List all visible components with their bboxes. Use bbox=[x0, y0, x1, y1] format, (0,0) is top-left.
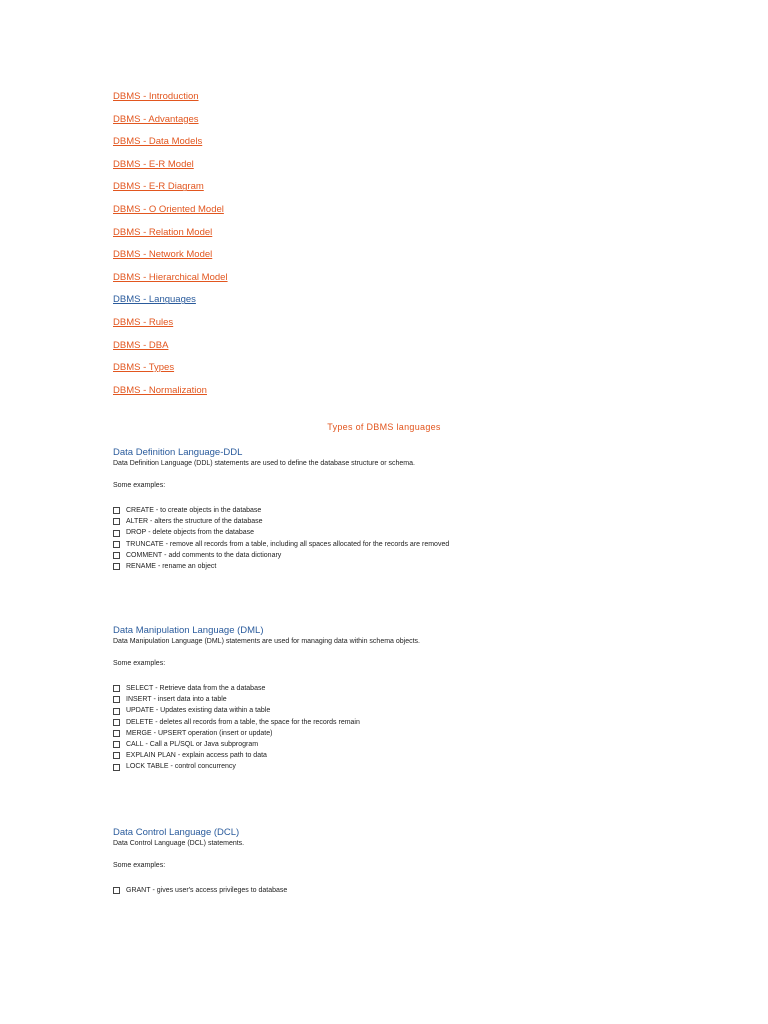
keyword: RENAME bbox=[126, 563, 156, 571]
nav-link-advantages[interactable]: DBMS - Advantages bbox=[113, 113, 199, 125]
nav-item bbox=[113, 158, 228, 181]
keyword: CREATE bbox=[126, 507, 154, 514]
checkbox-icon bbox=[113, 563, 120, 570]
nav-item bbox=[113, 226, 228, 249]
checkbox-icon bbox=[113, 887, 120, 894]
section-heading: Data Control Language (DCL) bbox=[113, 827, 240, 838]
checkbox-icon bbox=[113, 752, 120, 759]
checkbox-icon bbox=[113, 552, 120, 559]
nav-link-hierarchical-model[interactable]: DBMS - Hierarchical Model bbox=[113, 271, 228, 283]
nav-link-network-model[interactable]: DBMS - Network Model bbox=[113, 249, 213, 261]
nav-link-rules[interactable]: DBMS - Rules bbox=[113, 316, 174, 328]
section-dcl bbox=[113, 826, 713, 896]
list-item bbox=[113, 505, 713, 516]
item-text: - insert data into a table bbox=[153, 696, 227, 704]
keyword: COMMENT bbox=[126, 551, 163, 559]
example-list bbox=[113, 683, 713, 773]
item-text: - alters the structure of the database bbox=[150, 518, 263, 526]
item-text: - explain access path to data bbox=[177, 752, 267, 760]
nav-item bbox=[113, 316, 228, 339]
checkbox-icon bbox=[113, 764, 120, 771]
nav-item bbox=[113, 384, 228, 407]
keyword: ALTER bbox=[126, 518, 149, 526]
item-text: - remove all records from a table, including all spaces allocated for the records are removed bbox=[165, 540, 450, 548]
checkbox-icon bbox=[113, 708, 120, 715]
checkbox-icon bbox=[113, 518, 120, 525]
nav-link-relation-model[interactable]: DBMS - Relation Model bbox=[113, 226, 213, 238]
list-item bbox=[113, 739, 713, 750]
list-item bbox=[113, 717, 713, 728]
keyword: UPDATE bbox=[126, 707, 154, 715]
checkbox-icon bbox=[113, 541, 120, 548]
keyword: DROP bbox=[126, 529, 147, 537]
item-text: - gives user's access privileges to database bbox=[152, 887, 288, 894]
nav-item bbox=[113, 293, 228, 316]
examples-label: Some examples: bbox=[113, 482, 166, 489]
checkbox-icon bbox=[113, 719, 120, 726]
section-dml bbox=[113, 624, 713, 773]
nav-link-introduction[interactable]: DBMS - Introduction bbox=[113, 91, 199, 102]
list-item bbox=[113, 683, 713, 694]
section-ddl bbox=[113, 446, 713, 572]
list-item bbox=[113, 516, 713, 527]
nav-link-data-models[interactable]: DBMS - Data Models bbox=[113, 136, 203, 148]
item-text: - add comments to the data dictionary bbox=[164, 551, 282, 559]
nav-item bbox=[113, 339, 228, 362]
nav-item bbox=[113, 113, 228, 136]
item-text: - delete objects from the database bbox=[148, 529, 255, 537]
item-text: - control concurrency bbox=[170, 763, 236, 771]
nav-item bbox=[113, 203, 228, 226]
list-item bbox=[113, 527, 713, 538]
checkbox-icon bbox=[113, 696, 120, 703]
keyword: EXPLAIN PLAN bbox=[126, 752, 176, 760]
section-heading: Data Definition Language-DDL bbox=[113, 447, 243, 458]
list-item bbox=[113, 885, 713, 896]
keyword: LOCK TABLE bbox=[126, 763, 169, 771]
list-item bbox=[113, 539, 713, 550]
keyword: MERGE bbox=[126, 729, 152, 737]
nav-item bbox=[113, 90, 228, 113]
page-title: Types of DBMS languages bbox=[327, 422, 441, 432]
checkbox-icon bbox=[113, 685, 120, 692]
nav-item bbox=[113, 135, 228, 158]
examples-label: Some examples: bbox=[113, 660, 166, 667]
examples-label: Some examples: bbox=[113, 862, 166, 869]
topic-nav bbox=[113, 90, 228, 406]
item-text: - Updates existing data within a table bbox=[155, 707, 271, 715]
list-item bbox=[113, 750, 713, 761]
item-text: - Call a PL/SQL or Java subprogram bbox=[145, 741, 259, 749]
list-item bbox=[113, 694, 713, 705]
section-heading: Data Manipulation Language (DML) bbox=[113, 625, 264, 636]
example-list bbox=[113, 885, 713, 896]
item-text: - deletes all records from a table, the space for the records remain bbox=[155, 718, 360, 726]
nav-item bbox=[113, 248, 228, 271]
page-title-wrapper bbox=[0, 422, 768, 432]
item-text: - to create objects in the database bbox=[155, 507, 262, 514]
nav-item bbox=[113, 180, 228, 203]
keyword: DELETE bbox=[126, 718, 154, 726]
checkbox-icon bbox=[113, 530, 120, 537]
nav-link-er-diagram[interactable]: DBMS - E-R Diagram bbox=[113, 181, 204, 193]
checkbox-icon bbox=[113, 741, 120, 748]
list-item bbox=[113, 705, 713, 716]
keyword: GRANT bbox=[126, 887, 151, 894]
nav-link-dba[interactable]: DBMS - DBA bbox=[113, 339, 169, 351]
list-item bbox=[113, 550, 713, 561]
nav-link-er-model[interactable]: DBMS - E-R Model bbox=[113, 158, 194, 170]
list-item bbox=[113, 728, 713, 739]
section-description: Data Control Language (DCL) statements. bbox=[113, 840, 245, 847]
list-item bbox=[113, 761, 713, 772]
list-item bbox=[113, 561, 713, 572]
nav-item bbox=[113, 361, 228, 384]
item-text: - Retrieve data from the a database bbox=[155, 685, 266, 692]
nav-link-languages[interactable]: DBMS - Languages bbox=[113, 294, 196, 306]
keyword: SELECT bbox=[126, 685, 154, 692]
item-text: - UPSERT operation (insert or update) bbox=[153, 729, 273, 737]
checkbox-icon bbox=[113, 507, 120, 514]
checkbox-icon bbox=[113, 730, 120, 737]
keyword: TRUNCATE bbox=[126, 540, 164, 548]
nav-link-normalization[interactable]: DBMS - Normalization bbox=[113, 384, 207, 396]
nav-link-o-oriented-model[interactable]: DBMS - O Oriented Model bbox=[113, 203, 224, 215]
section-description: Data Manipulation Language (DML) statements are used for managing data within schema objects. bbox=[113, 638, 421, 645]
keyword: CALL bbox=[126, 741, 144, 749]
item-text: - rename an object bbox=[157, 563, 217, 571]
example-list bbox=[113, 505, 713, 572]
nav-link-types[interactable]: DBMS - Types bbox=[113, 362, 175, 374]
keyword: INSERT bbox=[126, 696, 152, 704]
nav-item bbox=[113, 271, 228, 294]
section-description: Data Definition Language (DDL) statements are used to define the database structure or schema. bbox=[113, 460, 415, 467]
